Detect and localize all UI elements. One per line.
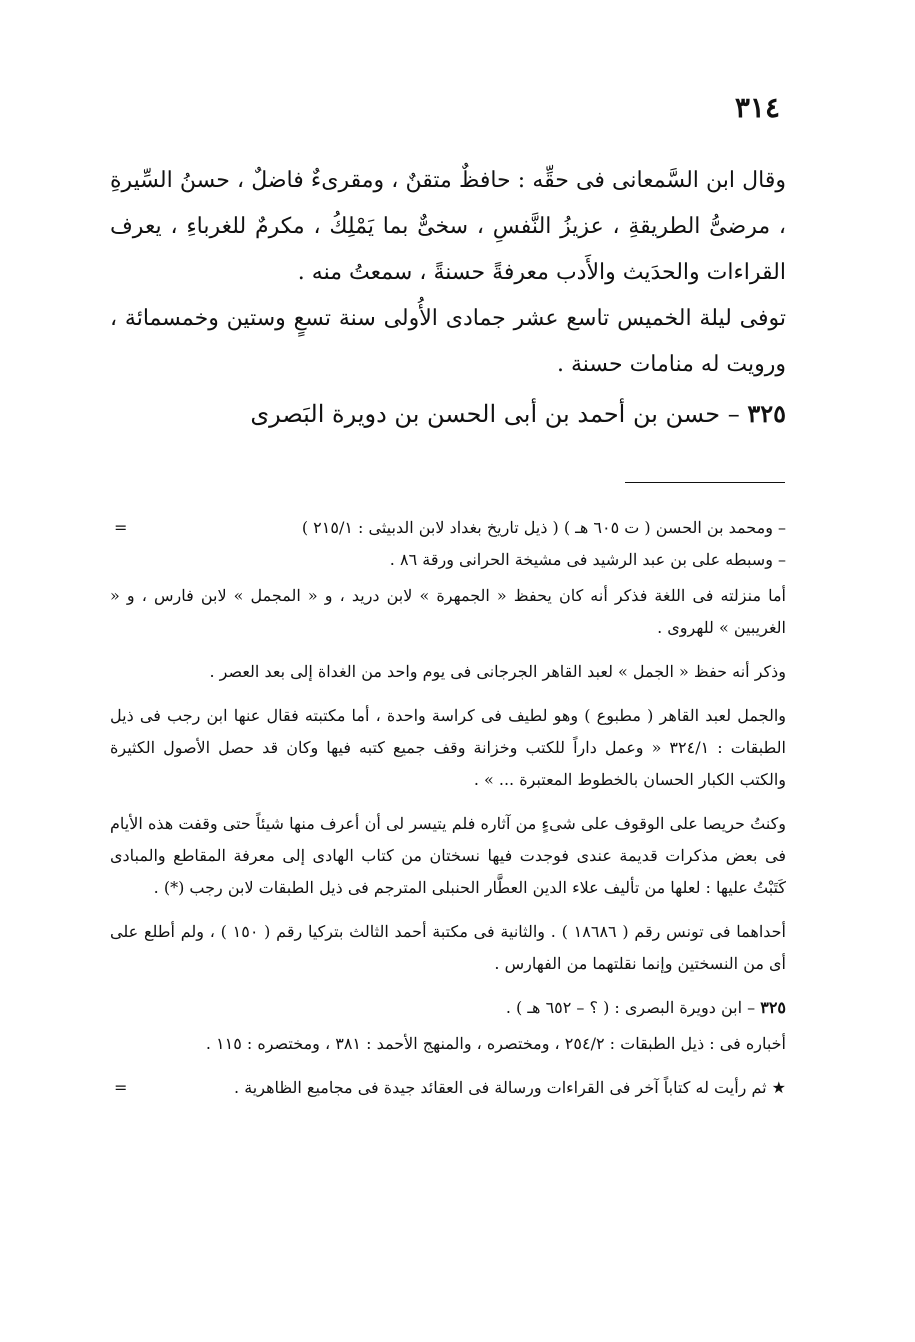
continuation-marker: = [114,518,128,537]
footnote-paragraph: وذكر أنه حفظ « الجمل » لعبد القاهر الجرجانى فى يوم واحد من الغداة إلى بعد العصر . [209,662,786,681]
star-note: ★ ثم رأيت له كتاباً آخر فى القراءات ورسالة فى العقائد جيدة فى مجاميع الظاهرية . [234,1078,786,1097]
page-number: ٣١٤ [734,91,780,124]
footnote-line: – وسبطه على بن عبد الرشيد فى مشيخة الحرانى ورقة ٨٦ . [389,550,786,569]
footnote-paragraph: والجمل لعبد القاهر ( مطبوع ) وهو لطيف فى كراسة واحدة ، أما مكتبته فقال عنها ابن رجب فى ذيل الطبقات : ٣٢٤/١ « وعمل داراً للكتب وخزانة وقف جميع كتبه فيها وكان قد حصل الأصول الكثيرة والكتب الكبار الحسان بالخطوط المعتبرة ... » . [110,706,786,789]
footnote-entry-number: ٣٢٥ [760,998,786,1017]
footnote-entry-text: – ابن دويرة البصرى : ( ؟ – ٦٥٢ هـ ) . [505,998,756,1017]
entry-heading [110,390,786,438]
footnote-paragraph: أخباره فى : ذيل الطبقات : ٢٥٤/٢ ، ومختصره ، والمنهج الأحمد : ٣٨١ ، ومختصره : ١١٥ . [205,1034,786,1053]
footnote-paragraph: أما منزلته فى اللغة فذكر أنه كان يحفظ « الجمهرة » لابن دريد ، و « المجمل » لابن فارس ، و « الغريبين » للهروى . [110,586,786,637]
entry-number: ٣٢٥ [747,399,786,428]
entry-dash: – [727,400,740,428]
footnote-text: – ومحمد بن الحسن ( ت ٦٠٥ هـ ) ( ذيل تاريخ بغداد لابن الدبيثى : ٢١٥/١ ) [301,518,786,537]
footnote-star-line [110,1072,786,1104]
entry-name: حسن بن أحمد بن أبى الحسن بن دويرة البَصرى [250,400,721,428]
end-marker: = [114,1078,128,1097]
footnotes [110,512,786,1104]
main-paragraph: وقال ابن السَّمعانى فى حقِّه : حافظٌ متقنٌ ، ومقرىءٌ فاضلٌ ، حسنُ السِّيرةِ ، مرضىُّ الطريقةِ ، عزيزُ النَّفسِ ، سخىٌّ بما يَمْلِكُ ، مكرمٌ للغرباءِ ، يعرف القراءات والحدَيث والأَدب معرفةً حسنةً ، سمعتُ منه . [110,168,786,285]
footnote-separator [625,482,785,483]
footnote-line [110,512,786,544]
main-paragraph: توفى ليلة الخميس تاسع عشر جمادى الأُولى سنة تسعٍ وستين وخمسمائة ، ورويت له منامات حسنة . [110,306,786,377]
main-text [110,158,786,388]
footnote-paragraph: وكنتُ حريصا على الوقوف على شىءٍ من آثاره فلم يتيسر لى أن أعرف منها شيئاً حتى وقفت هذه الأيام فى بعض مذكرات قديمة عندى فوجدت فيها نسختان من كتاب الهادى إلى معرفة المقاطع والمبادى كَتَبْتُ عليها : لعلها من تأليف علاء الدين العطَّار الحنبلى المترجم فى ذيل الطبقات لابن رجب (*) . [110,814,786,897]
footnote-entry [110,992,786,1024]
footnote-paragraph: أحداهما فى تونس رقم ( ١٨٦٨٦ ) . والثانية فى مكتبة أحمد الثالث بتركيا رقم ( ١٥٠ ) ، ولم أطلع على أى من النسختين وإنما نقلتهما من الفهارس . [110,922,786,973]
